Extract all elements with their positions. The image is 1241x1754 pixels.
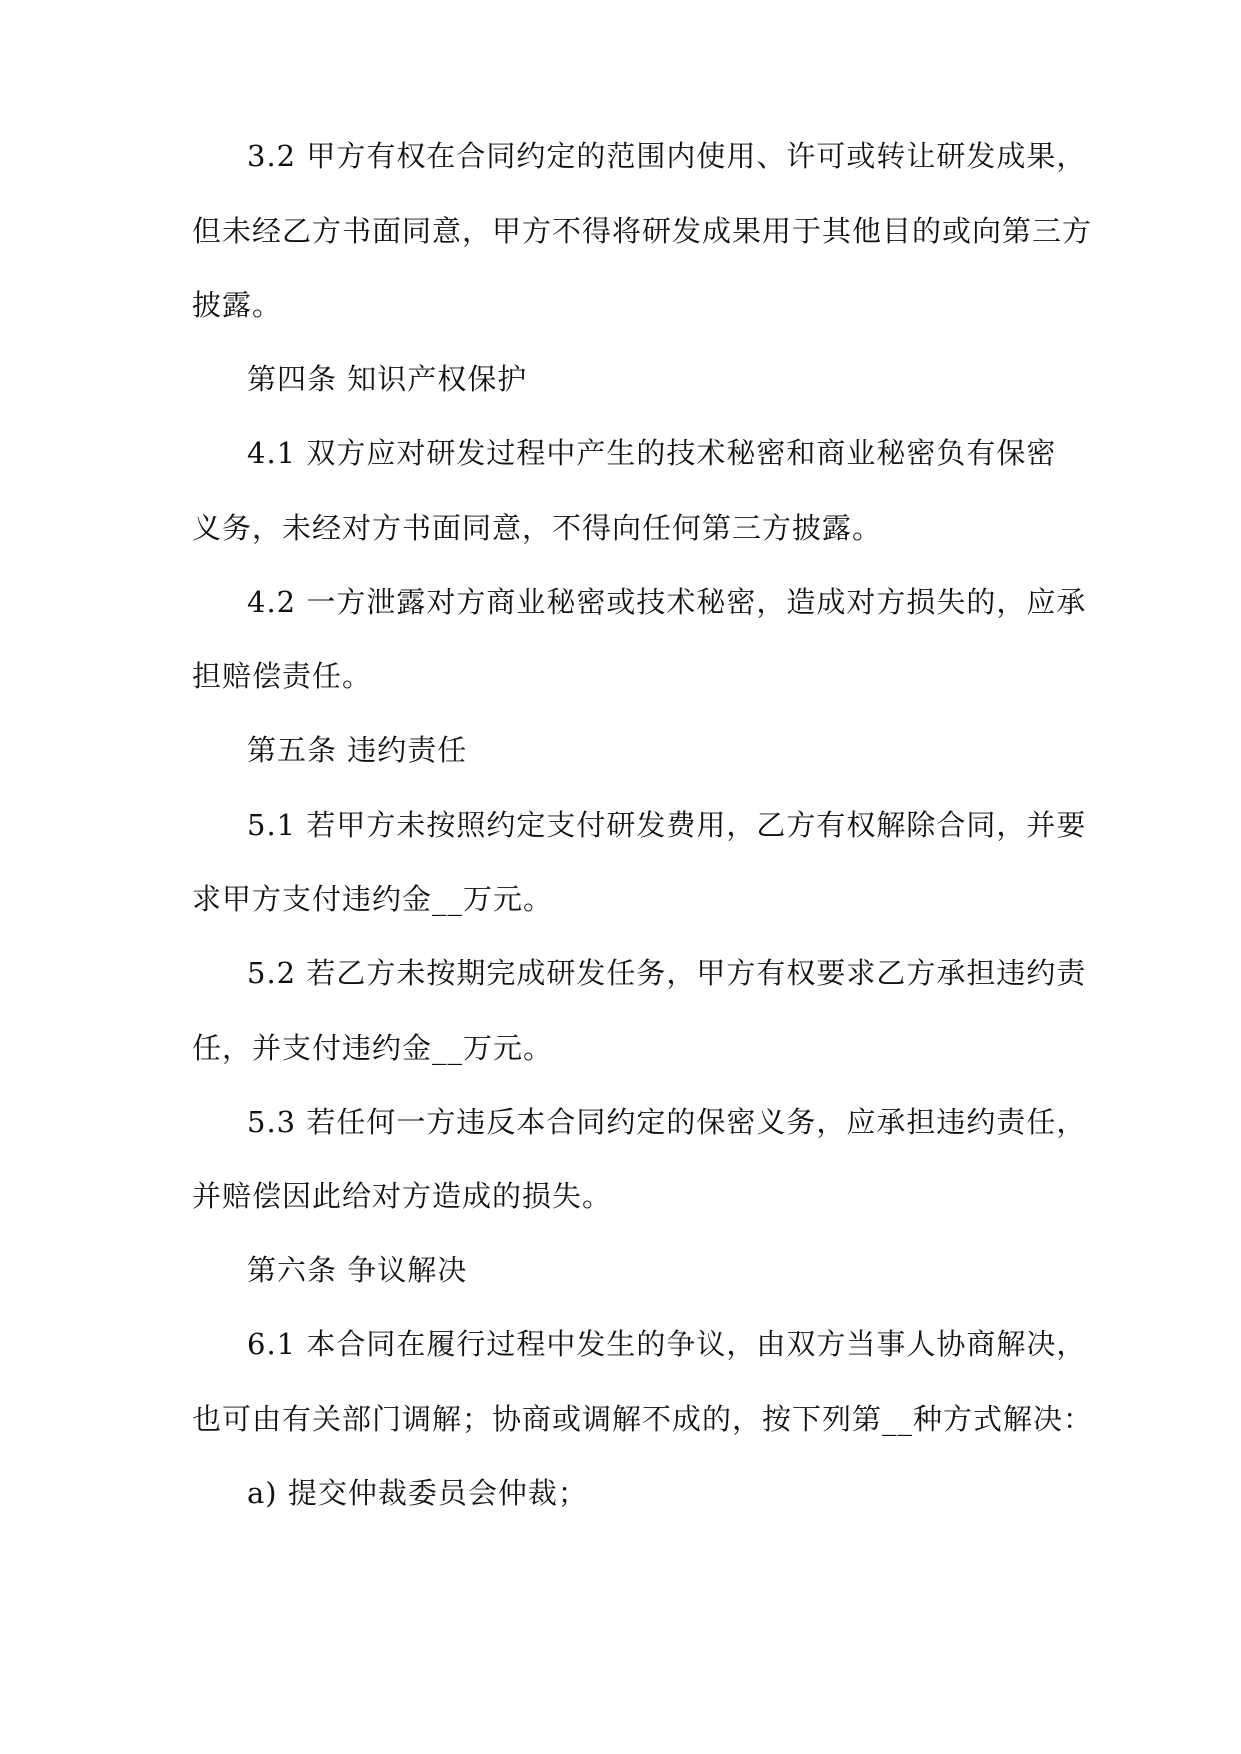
clause-5-3-line-2: 并赔偿因此给对方造成的损失。 bbox=[192, 1179, 613, 1213]
clause-3-2-line-3: 披露。 bbox=[192, 288, 283, 322]
clause-5-1-line-1: 5.1 若甲方未按照约定支付研发费用，乙方有权解除合同，并要 bbox=[247, 808, 1087, 842]
clause-4-2-line-1: 4.2 一方泄露对方商业秘密或技术秘密，造成对方损失的，应承 bbox=[247, 585, 1087, 619]
clause-3-2-line-2: 但未经乙方书面同意，甲方不得将研发成果用于其他目的或向第三方 bbox=[192, 214, 1093, 248]
clause-4-1-line-1: 4.1 双方应对研发过程中产生的技术秘密和商业秘密负有保密 bbox=[247, 436, 1057, 470]
article-6-heading: 第六条 争议解决 bbox=[247, 1253, 468, 1287]
clause-6-1-line-2: 也可由有关部门调解；协商或调解不成的，按下列第__种方式解决： bbox=[192, 1402, 1094, 1436]
clause-6-1-line-1: 6.1 本合同在履行过程中发生的争议，由双方当事人协商解决， bbox=[247, 1327, 1087, 1361]
article-5-heading: 第五条 违约责任 bbox=[247, 733, 468, 767]
clause-3-2-line-1: 3.2 甲方有权在合同约定的范围内使用、许可或转让研发成果， bbox=[247, 139, 1087, 173]
article-4-heading: 第四条 知识产权保护 bbox=[247, 362, 528, 396]
clause-5-1-line-2: 求甲方支付违约金__万元。 bbox=[192, 882, 554, 916]
clause-5-3-line-1: 5.3 若任何一方违反本合同约定的保密义务，应承担违约责任， bbox=[247, 1105, 1087, 1139]
option-a: a) 提交仲裁委员会仲裁； bbox=[247, 1476, 588, 1510]
clause-5-2-line-1: 5.2 若乙方未按期完成研发任务，甲方有权要求乙方承担违约责 bbox=[247, 956, 1087, 990]
clause-5-2-line-2: 任，并支付违约金__万元。 bbox=[192, 1031, 554, 1065]
clause-4-2-line-2: 担赔偿责任。 bbox=[192, 659, 373, 693]
clause-4-1-line-2: 义务，未经对方书面同意，不得向任何第三方披露。 bbox=[192, 511, 883, 545]
